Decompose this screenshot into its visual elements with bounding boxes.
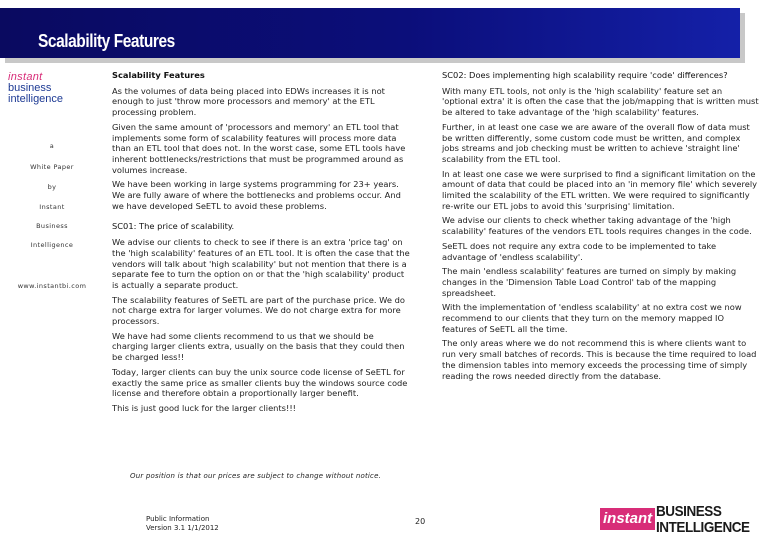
sidebar-website-link[interactable]: www.instantbi.com [17,282,87,290]
left-paragraph: We have been working in large systems programming for 23+ years. We are fully aware of where the bottlenecks and problems occur. And we have developed SeETL to avoid these problems. [112,179,401,211]
sc02-paragraph: With many ETL tools, not only is the 'high scalability' feature set an 'optional extra' it is often the case that the job/mapping that is written must be altered to take advantage of the 'high scalability' features. [442,85,759,118]
left-paragraph: Given the same amount of 'processors and memory' an ETL tool that implements some form of scalability features will process more data than an ETL tool that does not. In the worst case, some ETL tools have inherent bottlenecks/restrictions that must be programmed around as volumes increase. [112,121,406,175]
brand-word-business: BUSINESS [656,503,722,520]
sc02-paragraph: With the implementation of 'endless scalability' at no extra cost we now recommend to our clients that they turn on the memory mapped IO features of SeETL all the time. [442,302,742,334]
info-classification: Public Information [146,515,210,523]
brand-word-intelligence: INTELLIGENCE [656,519,750,536]
slide-header [0,0,780,62]
logo-line-1: instant [8,71,43,83]
sidebar-text-white-paper: White Paper [30,163,74,171]
sc01-paragraph: Today, larger clients can buy the unix source code license of SeETL for exactly the same price as smaller clients buy the windows source code license and therefore obtain a proportionally larger benefit. [112,366,408,399]
left-paragraph: As the volumes of data being placed into EDWs increases it is not enough to just 'throw more processors and memory' at the ETL processing problem. [112,85,385,118]
logo-line-2: business [8,82,52,94]
sc01-paragraph: The scalability features of SeETL are part of the purchase price. We do not charge extra for larger volumes. We do not charge extra for more processors. [112,294,405,327]
info-version: Version 3.1 1/1/2012 [146,524,219,532]
section-heading-sc02: SC02: Does implementing high scalability require 'code' differences? [442,70,728,80]
brand-logo [598,502,776,538]
sc01-paragraph: We advise our clients to check to see if there is an extra 'price tag' on the 'high scalability' features of an ETL tool. It is often the case that the vendors will talk about 'high scalability' but not mention that there is a separate fee to turn the option on or that the 'high scalability' product is actually a separate product. [112,237,410,290]
page-title: Scalability Features [38,31,175,51]
sc02-paragraph: The main 'endless scalability' features are turned on simply by making changes in the 'Dimension Table Load Control' tab of the mapping spreadsheet. [442,266,737,298]
left-column [112,70,412,418]
sc02-paragraph: SeETL does not require any extra code to be implemented to take advantage of 'endless scalability'. [442,240,717,262]
sidebar-text-intelligence: Intelligence [30,241,74,249]
sidebar-text-instant: Instant [39,203,65,211]
section-heading-sc01: SC01: The price of scalability. [112,221,235,232]
sc02-paragraph: In at least one case we were surprised to find a significant limitation on the amount of data that could be placed into an 'in memory file' which severely limited the scalability of the ETL written. We were required to significantly re-write our ETL jobs to avoid this 'surprising' limitation. [442,168,758,211]
right-column [442,70,760,385]
sidebar-text-by: by [47,183,57,191]
price-disclaimer: Our position is that our prices are subject to change without notice. [130,472,382,480]
sc01-paragraph: This is just good luck for the larger clients!!! [112,402,296,413]
brand-instant: instant [600,508,655,530]
sidebar-text-a: a [49,142,55,150]
page-number: 20 [415,517,426,526]
sc01-paragraph: We have had some clients recommend to us that we should be charging larger clients extra, usually on the basis that they could then be charged less!! [112,330,405,363]
company-logo [8,72,92,118]
sidebar [0,62,104,540]
sc02-paragraph: The only areas where we do not recommend this is where clients want to run very small batches of records. This is because the time required to load the dimension tables into memory exceeds the processing time of simply reading the rows needed directly from the database. [442,338,757,381]
document-info [146,515,219,533]
sc02-paragraph: Further, in at least one case we are aware of the overall flow of data must be written differently, some custom code must be written, and complex jobs streams and job checking must be written to achieve 'straight line' scalability from the ETL tool. [442,121,750,164]
sc02-paragraph: We advise our clients to check whether taking advantage of the 'high scalability' features of the vendors ETL tools requires changes in the code. [442,215,752,237]
section-heading-scalability: Scalability Features [112,70,205,80]
logo-line-3: intelligence [8,93,64,105]
sidebar-text-business: Business [36,222,68,230]
